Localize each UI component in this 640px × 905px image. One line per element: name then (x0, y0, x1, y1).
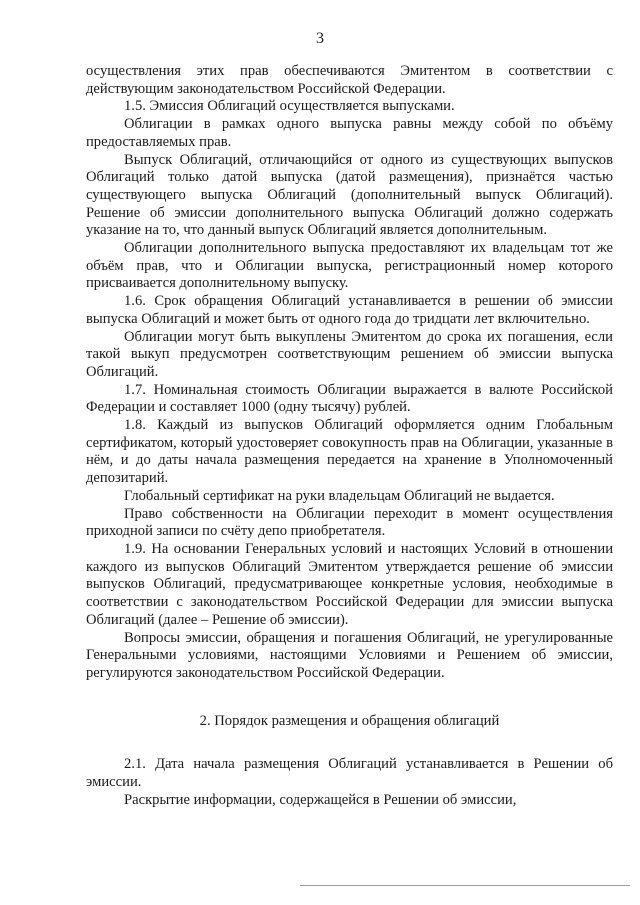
paragraph-1-6: 1.6. Срок обращения Облигаций устанавливается в решении об эмиссии выпуска Облигаций и может быть от одного года до тридцати лет включительно. (86, 293, 613, 327)
paragraph-additional-rights: Облигации дополнительного выпуска предоставляют их владельцам тот же объём прав, что и Облигации выпуска, регистрационный номер которого присваивается дополнительному выпуску. (86, 240, 613, 292)
paragraph-additional-issue: Выпуск Облигаций, отличающийся от одного из существующих выпусков Облигаций только датой выпуска (датой размещения), признаётся частью существующего выпуска Облигаций (дополнительный выпуск Облигаций). Решение об эмиссии дополнительного выпуска Облигаций должно содержать указание на то, что данный выпуск Облигаций является дополнительным. (86, 151, 613, 239)
paragraph-2-1: 2.1. Дата начала размещения Облигаций устанавливается в Решении об эмиссии. (86, 756, 613, 791)
paragraph-ownership: Право собственности на Облигации переходит в момент осуществления приходной записи по счёту депо приобретателя. (86, 505, 613, 540)
paragraph-1-7: 1.7. Номинальная стоимость Облигации выражается в валюте Российской Федерации и составляет 1000 (одну тысячу) рублей. (86, 381, 613, 416)
paragraph-1-5: 1.5. Эмиссия Облигаций осуществляется выпусками. (124, 98, 455, 115)
paragraph-continuation: осуществления этих прав обеспечиваются Эмитентом в соответствии с действующим законодательством Российской Федерации. (86, 63, 613, 97)
paragraph-1-9: 1.9. На основании Генеральных условий и настоящих Условий в отношении каждого из выпусков Облигаций Эмитентом утверждается решение об эмиссии выпусков Облигаций, предусматривающее конкретные условия, необходимые в соответствии с законодательством Российской Федерации для эмиссии выпуска Облигаций (далее – Решение об эмиссии). (86, 540, 613, 628)
paragraph-global-certificate: Глобальный сертификат на руки владельцам Облигаций не выдается. (124, 487, 555, 504)
page-number: 3 (316, 30, 324, 47)
page-bottom-rule (300, 885, 630, 886)
paragraph-equal-rights: Облигации в рамках одного выпуска равны между собой по объёму предоставляемых прав. (86, 116, 613, 150)
section-heading: 2. Порядок размещения и обращения облигаций (199, 712, 500, 729)
paragraph-buyback: Облигации могут быть выкуплены Эмитентом до срока их погашения, если такой выкуп предусмотрен соответствующим решением об эмиссии выпуска Облигаций. (86, 328, 613, 380)
document-body (86, 63, 613, 809)
paragraph-other-questions: Вопросы эмиссии, обращения и погашения Облигаций, не урегулированные Генеральными условиями, настоящими Условиями и Решением об эмиссии, регулируются законодательством Российской Федерации. (86, 629, 613, 681)
paragraph-1-8: 1.8. Каждый из выпусков Облигаций оформляется одним Глобальным сертификатом, который удостоверяет совокупность прав на Облигации, указанные в нём, и до даты начала размещения передается на хранение в Уполномоченный депозитарий. (86, 417, 613, 487)
paragraph-disclosure: Раскрытие информации, содержащейся в Решении об эмиссии, (124, 791, 517, 808)
